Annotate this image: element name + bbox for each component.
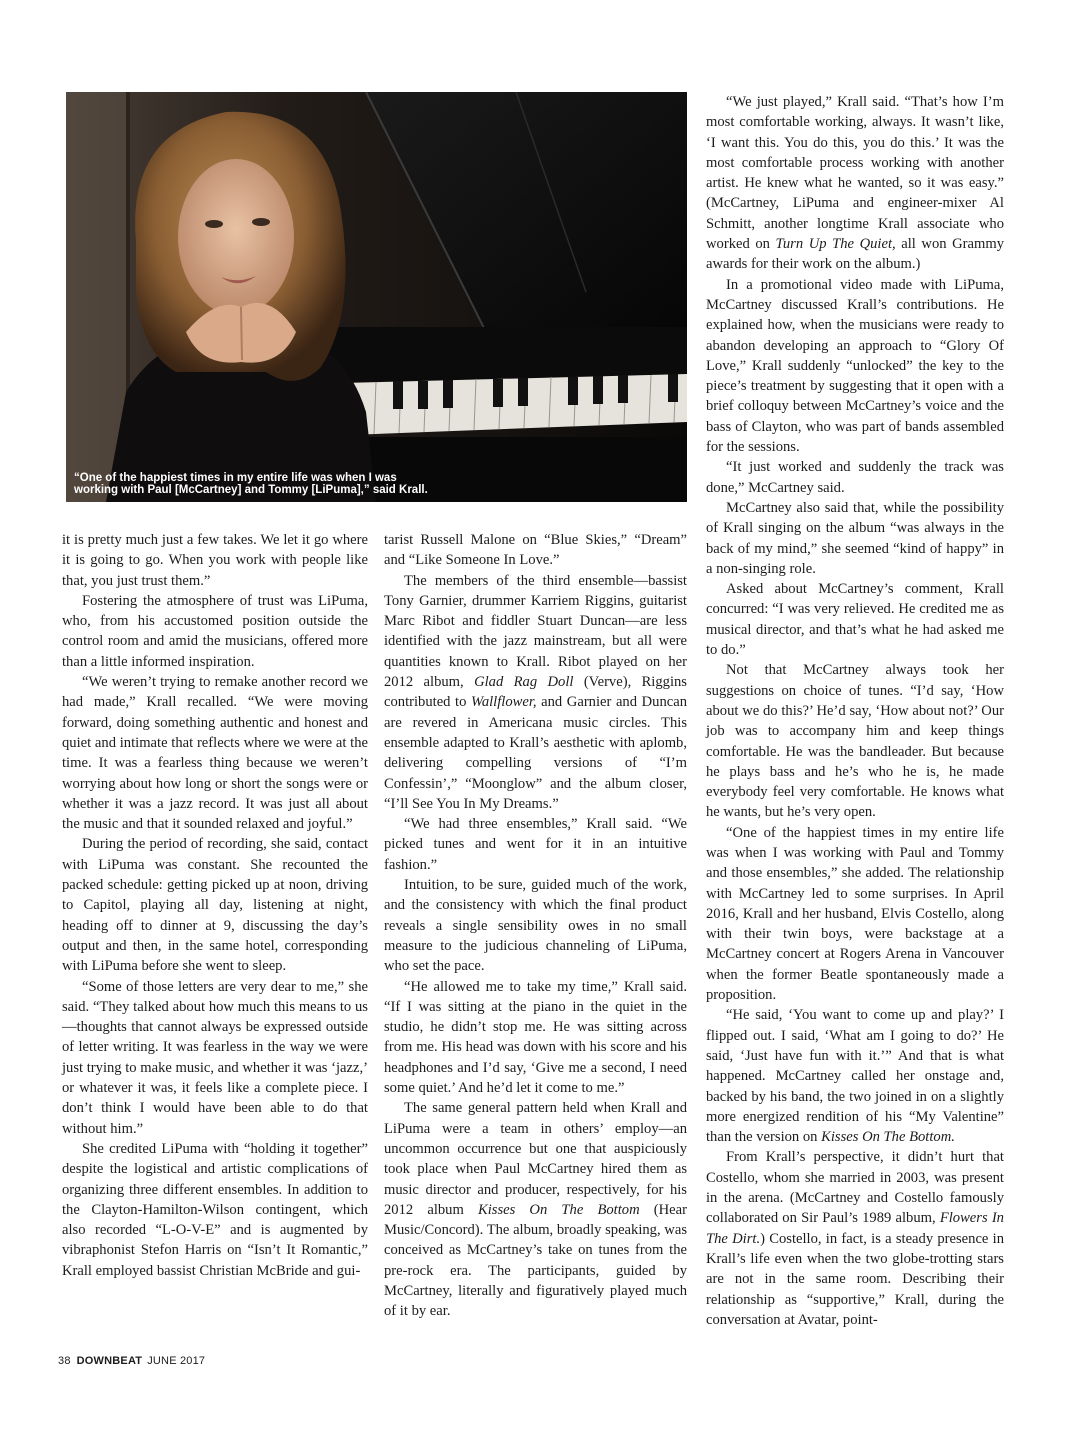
page-number: 38 bbox=[58, 1355, 71, 1367]
paragraph: “It just worked and suddenly the track was done,” McCartney said. bbox=[706, 459, 1004, 496]
paragraph: McCartney also said that, while the possibility of Krall singing on the album “was always in the back of my mind,” she seemed “kind of happy” in a non-singing role. bbox=[706, 499, 1004, 577]
paragraph: “We had three ensembles,” Krall said. “We picked tunes and went for it in an intuitive fashion.” bbox=[384, 816, 687, 873]
text-run: “He said, ‘You want to come up and play?’ I flipped out. I said, ‘What am I going to do?’ He said, ‘Just have fun with it.’” And that is what happened. McCartney called her onstage and, backed by his band, the two joined in on a slightly more energized rendition of his “My Valentine” than the version on bbox=[706, 1007, 1004, 1146]
article-column-2 bbox=[384, 530, 687, 1322]
text-run: The same general pattern held when Krall and LiPuma were a team in others’ employ—an uncommon occurrence but one that auspiciously took place when Paul McCartney hired them as music director and producer, respectively, for his 2012 album bbox=[384, 1100, 687, 1218]
caption-line-1: “One of the happiest times in my entire life was when I was bbox=[74, 472, 397, 484]
page-footer bbox=[58, 1355, 205, 1367]
paragraph: Asked about McCartney’s comment, Krall concurred: “I was very relieved. He credited me as musical director, and that’s what he had asked me to do.” bbox=[706, 581, 1004, 659]
magazine-name: DOWNBEAT bbox=[76, 1355, 143, 1367]
paragraph: “Some of those letters are very dear to me,” she said. “They talked about how much this means to us—thoughts that cannot always be expressed outside of letter writing. It was fearless in the way we were just trying to make music, and whether it was ‘jazz,’ or whatever it was, it feels like a complete piece. I don’t think I would have been able to do that without him.” bbox=[62, 978, 368, 1137]
paragraph: tarist Russell Malone on “Blue Skies,” “Dream” and “Like Someone In Love.” bbox=[384, 532, 687, 569]
text-run: From Krall’s perspective, it didn’t hurt that Costello, whom she married in 2003, was present in the arena. (McCartney and Costello famously collaborated on Sir Paul’s 1989 album, bbox=[706, 1149, 1004, 1227]
paragraph bbox=[384, 1098, 687, 1321]
photo-illustration bbox=[66, 92, 687, 502]
text-run: and Garnier and Duncan are revered in Americana music circles. This ensemble adapted to Krall’s aesthetic with aplomb, delivering compelling versions of “I’m Confessin’,” “Moonglow” and the album closer, “I’ll See You In My Dreams.” bbox=[384, 694, 687, 812]
text-run: “We just played,” Krall said. “That’s how I’m most comfortable working, always. It wasn’t like, ‘I want this. You do this, you do this.’ It was the most comfortable process working with another artist. He knew what he wanted, so it was easy.” (McCartney, LiPuma and engineer-mixer Al Schmitt, another longtime Krall associate who worked on bbox=[706, 94, 1004, 253]
caption-line-2: working with Paul [McCartney] and Tommy [LiPuma],” said Krall. bbox=[74, 484, 428, 496]
paragraph bbox=[706, 1005, 1004, 1147]
album-title: Glad Rag Doll bbox=[474, 674, 574, 691]
album-title: Wallflower, bbox=[471, 694, 537, 711]
paragraph: Intuition, to be sure, guided much of the work, and the consistency with which the final product reveals a single sensibility owes in no small measure to the judicious channeling of LiPuma, who set the pace. bbox=[384, 877, 687, 975]
paragraph: Not that McCartney always took her suggestions on choice of tunes. “I’d say, ‘How about we do this?’ He’d say, ‘How about not?’ Our job was to accompany him and keep things comfortable. He was the bandleader. But because he plays bass and he’s who he is, he made everybody feel very comfortable. He knows what he wants, but he’s very open. bbox=[706, 662, 1004, 821]
paragraph: In a promotional video made with LiPuma, McCartney discussed Krall’s contributions. He explained how, when the musicians were ready to abandon developing an approach to “Glory Of Love,” Krall suddenly “unlocked” the key to the piece’s treatment by suggesting that it open with a brief colloquy between McCartney’s voice and the bass of Clayton, who was part of bands assembled for the sessions. bbox=[706, 276, 1004, 456]
issue-date: JUNE 2017 bbox=[147, 1355, 206, 1367]
paragraph: it is pretty much just a few takes. We let it go where it is going to go. When you work with people like that, you just trust them.” bbox=[62, 532, 368, 589]
paragraph bbox=[384, 571, 687, 815]
text-run: all won Grammy awards for their work on the album.) bbox=[706, 236, 1004, 273]
paragraph bbox=[706, 1147, 1004, 1330]
album-title: Flowers In The Dirt. bbox=[706, 1210, 1004, 1247]
article-column-3 bbox=[706, 92, 1004, 1330]
paragraph: “He allowed me to take my time,” Krall said. “If I was sitting at the piano in the quiet in the studio, he didn’t stop me. He was sitting across from me. His head was down with his score and his headphones and I’d say, ‘Give me a second, I need some quiet.’ And he’d let it come to me.” bbox=[384, 978, 687, 1097]
paragraph: “We weren’t trying to remake another record we had made,” Krall recalled. “We were moving forward, doing something authentic and honest and quiet and intimate that reflects where we were at the time. It was a fearless thing because we weren’t worrying about how long or short the songs were or whether it was a jazz record. It was just all about the music and that it sounded relaxed and joyful.” bbox=[62, 674, 368, 833]
album-title: Kisses On The Bottom bbox=[477, 1201, 640, 1218]
album-title: Kisses On The Bottom. bbox=[821, 1129, 955, 1146]
paragraph: Fostering the atmosphere of trust was LiPuma, who, from his accustomed position outside the control room and amid the musicians, offered more than a little informed inspiration. bbox=[62, 592, 368, 670]
paragraph: She credited LiPuma with “holding it together” despite the logistical and artistic complications of organizing three different ensembles. In addition to the Clayton-Hamilton-Wilson contingent, which also recorded “L-O-V-E” and is augmented by vibraphonist Stefon Harris on “Isn’t It Romantic,” Krall employed bassist Christian McBride and gui- bbox=[62, 1140, 368, 1279]
paragraph: “One of the happiest times in my entire life was when I was working with Paul and Tommy and those ensembles,” she added. The relationship with McCartney led to some surprises. In April 2016, Krall and her husband, Elvis Costello, along with their twin boys, were backstage at a McCartney concert at Rogers Arena in Vancouver when the former Beatle spontaneously made a proposition. bbox=[706, 824, 1004, 1004]
paragraph: During the period of recording, she said, contact with LiPuma was constant. She recounted the packed schedule: getting picked up at noon, driving to Capitol, playing all day, listening at night, heading off to dinner at 9, discussing the day’s output and then, in the same hotel, corresponding with LiPuma before she went to sleep. bbox=[62, 836, 368, 975]
text-run: (Verve), Riggins contributed to bbox=[384, 674, 687, 711]
paragraph bbox=[706, 92, 1004, 275]
photo-caption bbox=[74, 472, 679, 496]
text-run: ) Costello, in fact, is a steady presence in Krall’s life even when the two globe-trotting stars are not in the same room. Describing their relationship as “supportive,” Krall, during the conversation at Avatar, point- bbox=[706, 1230, 1005, 1328]
text-run: The members of the third ensemble—bassist Tony Garnier, drummer Karriem Riggins, guitarist Marc Ribot and fiddler Stuart Duncan—are less identified with the jazz mainstream, but all were quantities known to Krall. Ribot played on her 2012 album, bbox=[384, 572, 687, 691]
album-title: Turn Up The Quiet, bbox=[775, 236, 896, 253]
feature-photo bbox=[66, 92, 687, 502]
text-run: (Hear Music/Concord). The album, broadly speaking, was conceived as McCartney’s take on tunes from the pre-rock era. The participants, guided by McCartney, literally and figuratively played much of it by ear. bbox=[384, 1201, 687, 1320]
article-column-1 bbox=[62, 530, 368, 1281]
